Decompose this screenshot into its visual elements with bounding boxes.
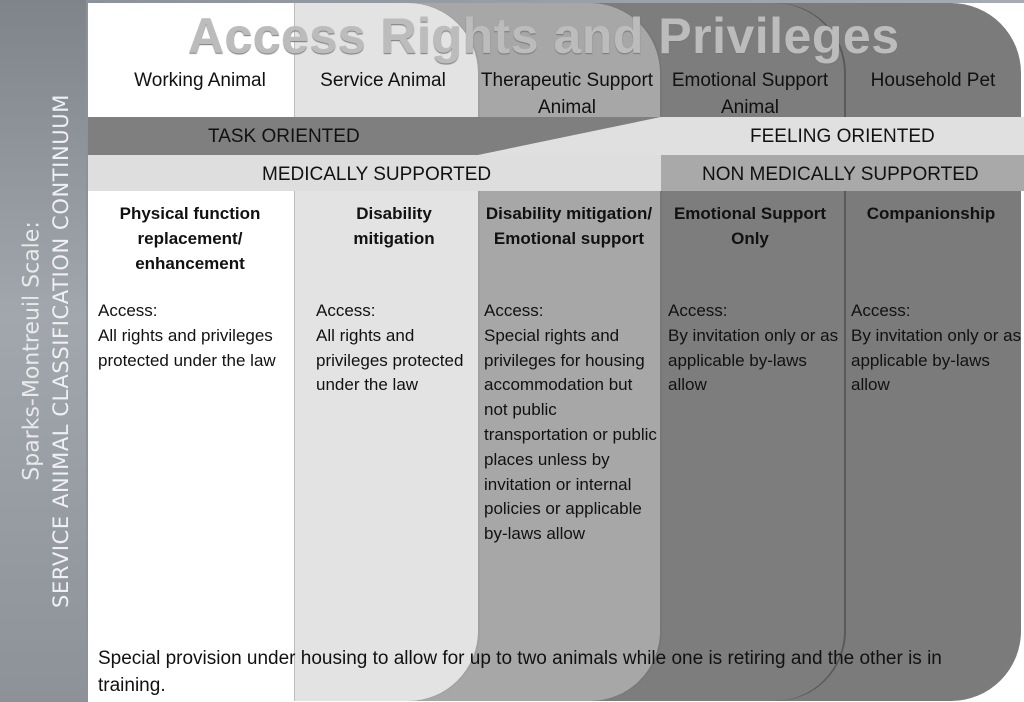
access-text: Special rights and privileges for housing accommodation but not public transportation or public places unless by invitation or internal policies or applicable by-laws allow [484,325,657,544]
feeling-oriented-label: FEELING ORIENTED [750,126,935,147]
continuum-panel [88,3,1024,702]
desc-emotional-support-animal: Emotional Support Only [673,204,827,248]
access-label: Access: [316,301,376,320]
footer-note: Special provision under housing to allow for up to two animals while one is retiring and the other is in training. [98,648,942,696]
medically-supported-label: MEDICALLY SUPPORTED [262,164,492,185]
non-medically-supported-label: NON MEDICALLY SUPPORTED [702,164,979,185]
header-working-animal: Working Animal [134,70,266,91]
access-therapeutic-support-animal [484,299,660,547]
header-household-pet: Household Pet [870,70,996,91]
access-label: Access: [484,301,544,320]
header-therapeutic-support-animal: Therapeutic Support Animal [480,70,654,118]
access-text: All rights and privileges protected under the law [98,325,276,370]
access-label: Access: [851,301,911,320]
access-text: By invitation only or as applicable by-laws allow [668,325,839,395]
access-household-pet [851,299,1023,398]
desc-household-pet: Companionship [866,204,996,223]
task-oriented-label: TASK ORIENTED [208,126,360,147]
access-working-animal [98,299,286,373]
desc-therapeutic-support-animal: Disability mitigation/ Emotional support [485,204,653,248]
access-service-animal [316,299,472,398]
header-emotional-support-animal: Emotional Support Animal [671,70,829,118]
access-text: All rights and privileges protected under the law [316,325,464,395]
access-label: Access: [98,301,158,320]
diagram-title: Access Rights and Privileges [188,8,900,64]
continuum-label: SERVICE ANIMAL CLASSIFICATION CONTINUUM [49,94,73,608]
desc-working-animal: Physical function replacement/ enhancement [119,204,261,273]
desc-service-animal: Disability mitigation [353,204,435,248]
access-label: Access: [668,301,728,320]
scale-name-label: Sparks-Montreuil Scale: [19,221,45,481]
access-text: By invitation only or as applicable by-laws allow [851,325,1022,395]
header-service-animal: Service Animal [320,70,446,91]
access-emotional-support-animal [668,299,840,398]
side-label-bar [0,0,86,702]
